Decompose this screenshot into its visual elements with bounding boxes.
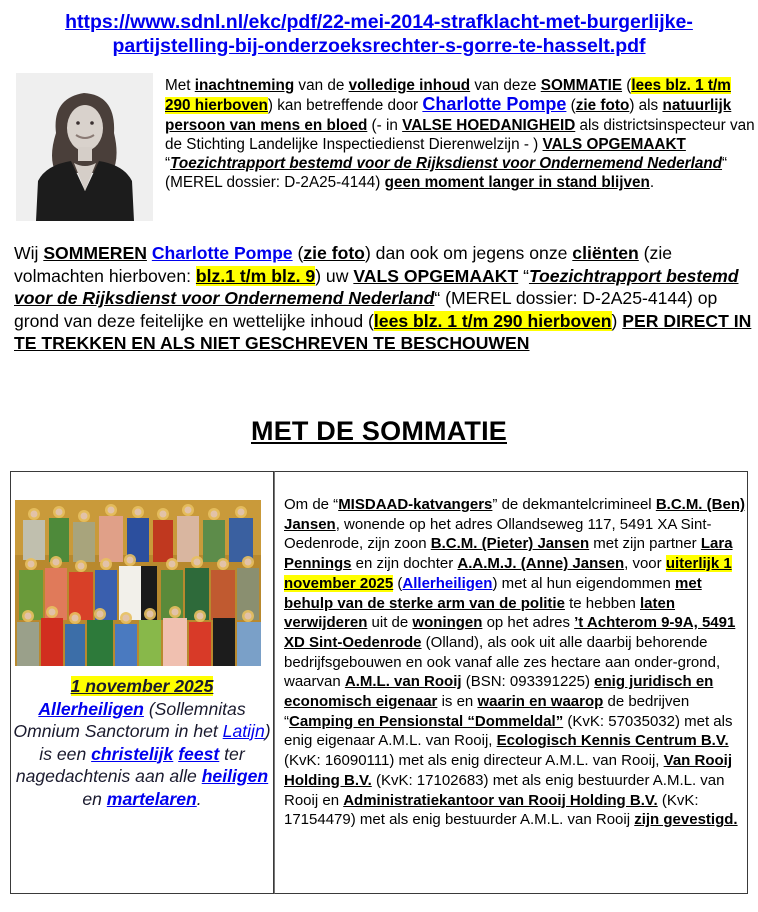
- allerheiligen-link[interactable]: Allerheiligen: [38, 698, 144, 719]
- emphasis: zie foto: [575, 97, 630, 115]
- text: (Olland), als ook uit alle daarbij behorende bedrijfsgebouwen en ook vanaf alle zes hectare aan onder-grond, waarvan: [284, 633, 721, 691]
- company-name: Administratiekantoor van Rooij Holding B.V.: [343, 791, 658, 809]
- emphasis: zijn gevestigd.: [634, 811, 738, 829]
- highlighted-reference: lees blz. 1 t/m 290 hierboven: [165, 77, 731, 115]
- source-url-link-line1[interactable]: https://www.sdnl.nl/ekc/pdf/22-mei-2014-strafklacht-met-burgerlijke-: [65, 11, 693, 33]
- text: ) als: [629, 97, 663, 115]
- text: van deze: [470, 77, 541, 94]
- company-name: Ecologisch Kennis Centrum B.V.: [496, 732, 729, 750]
- latijn-link[interactable]: Latijn: [222, 721, 265, 741]
- text: (KvK: 17102683) met als enig bestuurder A.M.L. van Rooij en: [284, 771, 725, 809]
- text: (: [393, 574, 403, 592]
- intro-paragraph: [165, 76, 755, 193]
- text: (: [566, 97, 576, 115]
- christelijk-link[interactable]: christelijk: [91, 743, 174, 764]
- text: “ (MEREL dossier: D-2A25-4144): [165, 155, 728, 192]
- text: (zie volmachten hierboven:: [14, 243, 673, 286]
- address: ’t Achterom 9-9A, 5491 XD Sint-Oedenrode: [284, 614, 736, 651]
- emphasis: SOMMEREN: [43, 243, 147, 263]
- highlighted-reference: lees blz. 1 t/m 290 hierboven: [373, 310, 612, 331]
- allerheiligen-link[interactable]: Allerheiligen: [402, 574, 493, 592]
- text: Wij: [14, 243, 44, 263]
- deadline-highlight: uiterlijk 1 november 2025: [284, 555, 732, 592]
- emphasis: cliënten: [572, 243, 639, 263]
- demand-text: PER DIRECT IN TE TREKKEN EN ALS NIET GESCHREVEN TE BESCHOUWEN: [14, 310, 752, 354]
- source-url-link-line2[interactable]: partijstelling-bij-onderzoeksrechter-s-gorre-te-hasselt.pdf: [112, 35, 646, 57]
- text: Met: [165, 77, 195, 94]
- text: ) is een: [39, 721, 271, 764]
- company-name: Van Rooij Holding B.V.: [284, 752, 732, 789]
- text: uit de: [367, 614, 413, 632]
- text: op het adres: [482, 614, 575, 632]
- text: “ (MEREL dossier: D-2A25-4144) op grond van deze feitelijke en wettelijke inhoud (: [14, 288, 718, 331]
- text: van de: [294, 77, 349, 94]
- emphasis: VALSE HOEDANIGHEID: [402, 116, 576, 134]
- text: ) dan ook om jegens onze: [364, 243, 573, 263]
- person-name: B.C.M. (Ben) Jansen: [284, 496, 745, 533]
- text: .: [649, 174, 655, 192]
- feest-link[interactable]: feest: [178, 743, 220, 764]
- heiligen-link[interactable]: heiligen: [201, 766, 269, 786]
- text: de bedrijven “: [284, 693, 690, 730]
- text: “: [165, 155, 171, 173]
- charlotte-pompe-link[interactable]: Charlotte Pompe: [151, 243, 293, 263]
- emphasis: VALS OPGEMAAKT: [542, 135, 686, 153]
- text: (Sollemnitas Omnium Sanctorum in het: [13, 698, 246, 741]
- report-title: Toezichtrapport bestemd voor de Rijksdienst voor Ondernemend Nederland: [14, 265, 739, 309]
- date-highlight: 1 november 2025: [70, 676, 214, 696]
- report-title: Toezichtrapport bestemd voor de Rijksdienst voor Ondernemend Nederland: [170, 155, 723, 173]
- text: (KvK: 57035032) met als enig eigenaar A.M.L. van Rooij,: [284, 712, 733, 750]
- text: ) met al hun eigendommen: [492, 574, 676, 592]
- text: (KvK: 17154479) met als enig bestuurder A.M.L. van Rooij: [284, 791, 699, 829]
- text: ” de dekmantelcrimineel: [492, 496, 656, 513]
- text: (- in: [367, 116, 403, 134]
- allerheiligen-painting: [15, 500, 261, 666]
- sommatie-body: [284, 495, 746, 830]
- text: , voor: [624, 555, 666, 573]
- text: ): [611, 310, 623, 331]
- section-heading: MET DE SOMMATIE: [251, 416, 507, 446]
- text: en: [82, 788, 107, 809]
- charlotte-pompe-photo: [16, 73, 153, 221]
- person-name: B.C.M. (Pieter) Jansen: [430, 535, 590, 553]
- emphasis: geen moment langer in stand blijven: [384, 174, 650, 192]
- text: ) uw: [315, 265, 354, 286]
- person-name: A.A.M.J. (Anne) Jansen: [457, 555, 625, 573]
- text: en zijn dochter: [351, 555, 458, 573]
- emphasis: laten verwijderen: [284, 594, 676, 632]
- emphasis: SOMMATIE: [540, 77, 623, 94]
- emphasis: VALS OPGEMAAKT: [353, 265, 519, 286]
- text: ter nagedachtenis aan alle: [15, 743, 245, 786]
- text: .: [196, 788, 202, 809]
- text: (: [622, 77, 632, 94]
- person-name: A.M.L. van Rooij: [344, 673, 462, 691]
- text: “: [518, 265, 529, 286]
- emphasis: MISDAAD-katvangers: [338, 496, 493, 513]
- emphasis: waarin en waarop: [477, 693, 604, 711]
- emphasis: inachtneming: [194, 77, 295, 94]
- person-name: Lara Pennings: [284, 535, 733, 573]
- text: Om de “: [284, 496, 339, 513]
- painting-image-icon: [15, 500, 261, 666]
- text: (: [292, 243, 304, 263]
- emphasis: met behulp van de sterke arm van de politie: [284, 574, 702, 612]
- text: is en: [437, 693, 478, 711]
- charlotte-pompe-link[interactable]: Charlotte Pompe: [422, 94, 567, 115]
- allerheiligen-caption: [12, 675, 272, 810]
- highlighted-reference: blz.1 t/m blz. 9: [195, 265, 316, 286]
- text: als districtsinspecteur van de Stichting Landelijke Inspectiedienst Dierenwelzijn - ): [165, 116, 755, 153]
- company-name: Camping en Pensionstal “Dommeldal”: [289, 712, 564, 730]
- emphasis: natuurlijk persoon van mens en bloed: [165, 97, 732, 134]
- text: (KvK: 16090111) met als enig directeur A.M.L. van Rooij,: [284, 752, 664, 770]
- text: te hebben: [564, 594, 640, 612]
- portrait-image-icon: [16, 73, 153, 221]
- text: ) kan betreffende door: [267, 97, 423, 115]
- martelaren-link[interactable]: martelaren: [106, 788, 197, 809]
- sommeren-paragraph: [14, 242, 754, 355]
- text: (BSN: 093391225): [461, 673, 595, 691]
- emphasis: woningen: [412, 614, 483, 632]
- emphasis: volledige inhoud: [348, 77, 471, 94]
- text: , wonende op het adres Ollandseweg 117, 5491 XA Sint-Oedenrode, zijn zoon: [284, 515, 712, 553]
- source-url: [0, 10, 758, 58]
- emphasis: zie foto: [303, 243, 365, 263]
- emphasis: enig juridisch en economisch eigenaar: [284, 673, 714, 711]
- text: met zijn partner: [589, 535, 701, 553]
